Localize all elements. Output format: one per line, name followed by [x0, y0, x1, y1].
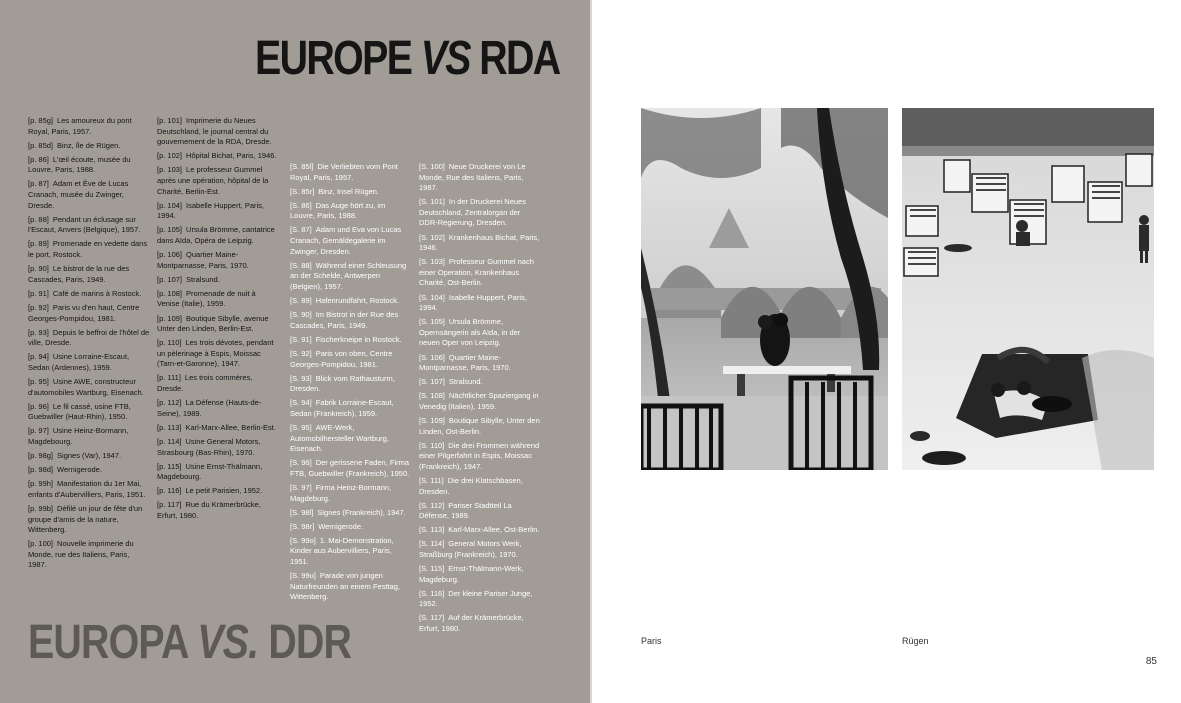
- caption-entry-french: [28, 479, 150, 500]
- caption-entry-german: [290, 458, 412, 479]
- caption-page-ref: [S. 106]: [419, 352, 445, 362]
- caption-entry-french: [157, 398, 279, 419]
- title-french-rda: RDA: [479, 32, 560, 85]
- caption-entry-french: [157, 314, 279, 335]
- title-german-europa: EUROPA: [28, 616, 188, 669]
- caption-entry-french: [28, 504, 150, 536]
- caption-text: In der Druckerei Neues Deutschland, Zentralorgan der DDR-Regierung, Dresden.: [419, 197, 526, 228]
- caption-text: Rue du Krämerbrücke, Erfurt, 1980.: [157, 500, 261, 520]
- caption-page-ref: [S. 101]: [419, 197, 445, 207]
- caption-page-ref: [p. 97]: [28, 426, 49, 436]
- title-french: [255, 30, 560, 88]
- caption-page-ref: [S. 105]: [419, 317, 445, 327]
- caption-entry-french: [28, 352, 150, 373]
- caption-entry-french: [28, 179, 150, 211]
- caption-page-ref: [p. 92]: [28, 302, 49, 312]
- caption-page-ref: [p. 98g]: [28, 451, 54, 461]
- caption-text: Usine General Motors, Strasbourg (Bas-Rhin), 1970.: [157, 436, 261, 457]
- caption-text: Les trois commères, Dresde.: [157, 373, 253, 394]
- caption-page-ref: [p. 106]: [157, 250, 183, 260]
- title-german-vs: VS.: [197, 616, 259, 669]
- caption-page-ref: [p. 85g]: [28, 116, 54, 125]
- caption-page-ref: [p. 101]: [157, 116, 183, 125]
- caption-page-ref: [S. 109]: [419, 415, 445, 425]
- caption-entry-french: [157, 373, 279, 394]
- captions-french-column-2: [157, 116, 279, 525]
- caption-page-ref: [p. 91]: [28, 288, 49, 298]
- caption-entry-french: [157, 225, 279, 246]
- caption-page-ref: [S. 108]: [419, 391, 445, 401]
- caption-text: Fischerkneipe in Rostock.: [315, 334, 402, 344]
- caption-page-ref: [S. 85r]: [290, 186, 315, 196]
- caption-page-ref: [p. 117]: [157, 500, 182, 510]
- caption-text: AWE-Werk, Automobilhersteller Wartburg, Eisenach.: [290, 422, 389, 454]
- caption-text: Wernigerode.: [57, 465, 102, 475]
- caption-text: La Défense (Hauts-de-Seine), 1989.: [157, 398, 262, 418]
- caption-entry-german: [419, 353, 541, 374]
- caption-text: Nouvelle imprimerie du Monde, rue des Italiens, Paris, 1987.: [28, 539, 134, 570]
- caption-page-ref: [S. 92]: [290, 348, 312, 358]
- caption-entry-german: [290, 349, 412, 370]
- caption-text: Les trois dévotes, pendant un pèlerinage à Espis, Moissac (Tarn-et-Garonne), 1947.: [157, 338, 274, 369]
- caption-entry-german: [290, 522, 412, 533]
- caption-entry-german: [290, 310, 412, 331]
- caption-text: Le professeur Gummel après une opération, hôpital de la Charité, Berlin-Est.: [157, 165, 269, 196]
- caption-text: Quartier Maine-Montparnasse, Paris, 1970.: [157, 250, 249, 270]
- caption-page-ref: [S. 99u]: [290, 571, 316, 581]
- caption-text: Während einer Schleusung an der Schelde, Antwerpen (Belgien), 1957.: [290, 260, 407, 291]
- caption-page-ref: [S. 100]: [419, 162, 445, 171]
- caption-text: Karl-Marx-Allee, Berlin-Est.: [185, 422, 276, 432]
- caption-entry-french: [28, 402, 150, 423]
- caption-entry-french: [28, 215, 150, 236]
- caption-page-ref: [p. 85d]: [28, 140, 54, 150]
- caption-page-ref: [S. 91]: [290, 334, 312, 344]
- caption-entry-french: [157, 201, 279, 222]
- caption-text: L'œil écoute, musée du Louvre, Paris, 1988.: [28, 154, 131, 175]
- caption-page-ref: [p. 104]: [157, 200, 183, 210]
- title-french-europe: EUROPE: [255, 32, 412, 85]
- caption-entry-french: [28, 141, 150, 152]
- caption-entry-french: [157, 151, 279, 162]
- caption-entry-french: [157, 275, 279, 286]
- caption-text: Usine AWE, constructeur d'automobiles Wartburg, Eisenach.: [28, 376, 144, 397]
- caption-text: Der gerissene Faden, Firma FTB, Guebwiller (Frankreich), 1950.: [290, 458, 410, 478]
- caption-text: Nächtlicher Spaziergang in Venedig (Italien), 1959.: [419, 391, 539, 411]
- caption-text: Paris von oben, Centre Georges-Pompidou, 1981.: [290, 348, 393, 369]
- title-french-vs: VS: [420, 32, 470, 85]
- caption-entry-french: [157, 437, 279, 458]
- right-page: [592, 0, 1181, 703]
- caption-entry-german: [290, 374, 412, 395]
- caption-page-ref: [S. 116]: [419, 588, 445, 598]
- caption-page-ref: [S. 88]: [290, 260, 312, 270]
- caption-page-ref: [S. 111]: [419, 475, 444, 485]
- caption-text: Manifestation du 1er Mai, enfants d'Aubervilliers, Paris, 1951.: [28, 479, 146, 499]
- caption-entry-german: [419, 162, 541, 194]
- caption-text: Depuis le beffroi de l'hôtel de ville, Dresde.: [28, 327, 150, 348]
- caption-entry-german: [419, 257, 541, 289]
- caption-entry-german: [290, 261, 412, 293]
- caption-page-ref: [p. 103]: [157, 165, 183, 175]
- caption-text: Die drei Klatschbasen, Dresden.: [419, 475, 523, 496]
- caption-page-ref: [S. 98l]: [290, 507, 314, 517]
- caption-text: Wernigerode.: [318, 521, 364, 531]
- caption-text: Firma Heinz-Bormann, Magdeburg.: [290, 482, 392, 503]
- caption-entry-german: [290, 296, 412, 307]
- caption-page-ref: [p. 96]: [28, 401, 49, 411]
- caption-entry-german: [290, 423, 412, 455]
- caption-text: Binz, Insel Rügen.: [318, 186, 380, 196]
- photo-icon: [641, 108, 888, 470]
- caption-page-ref: [S. 96]: [290, 458, 312, 468]
- caption-text: Fabrik Lorraine-Escaut, Sedan (Frankreich), 1959.: [290, 398, 394, 418]
- caption-page-ref: [S. 85l]: [290, 162, 314, 171]
- caption-text: Ursula Brömme, cantatrice dans Aïda, Opéra de Leipzig.: [157, 225, 275, 245]
- caption-page-ref: [p. 109]: [157, 313, 183, 323]
- caption-page-ref: [p. 99h]: [28, 479, 54, 489]
- caption-entry-french: [28, 303, 150, 324]
- caption-entry-french: [28, 539, 150, 571]
- caption-entry-german: [419, 613, 541, 634]
- title-german-ddr: DDR: [268, 616, 352, 669]
- caption-text: Imprimerie du Neues Deutschland, le journal central du gouvernement de la RDA, Dresde.: [157, 116, 272, 147]
- caption-text: Der kleine Pariser Junge, 1952.: [419, 588, 533, 609]
- caption-entry-german: [419, 564, 541, 585]
- caption-entry-french: [28, 264, 150, 285]
- caption-text: Promenade en vedette dans le port, Rostock.: [28, 239, 148, 260]
- caption-page-ref: [p. 115]: [157, 461, 182, 471]
- caption-text: Das Auge hört zu, im Louvre, Paris, 1988.: [290, 200, 386, 221]
- caption-text: Binz, île de Rügen.: [57, 140, 121, 150]
- caption-entry-french: [157, 116, 279, 148]
- caption-text: Usine Heinz-Bormann, Magdebourg.: [28, 426, 129, 446]
- caption-text: Die drei Frommen während einer Pilgerfahrt in Espis, Moissac (Frankreich), 1947.: [419, 440, 540, 471]
- caption-page-ref: [p. 112]: [157, 398, 182, 408]
- caption-page-ref: [p. 95]: [28, 376, 49, 386]
- caption-page-ref: [S. 89]: [290, 296, 312, 306]
- caption-entry-french: [157, 250, 279, 271]
- caption-text: Défilé un jour de fête d'un groupe d'amis de la nature, Wittenberg.: [28, 503, 143, 535]
- caption-text: Blick vom Rathausturm, Dresden.: [290, 373, 395, 394]
- caption-text: Neue Druckerei von Le Monde, Rue des Italiens, Paris, 1987.: [419, 162, 526, 193]
- caption-entry-german: [419, 233, 541, 254]
- caption-entry-french: [28, 377, 150, 398]
- caption-entry-french: [28, 328, 150, 349]
- caption-page-ref: [S. 104]: [419, 292, 445, 302]
- caption-text: Hôpital Bichat, Paris, 1946.: [186, 151, 277, 161]
- caption-page-ref: [S. 112]: [419, 500, 445, 510]
- caption-page-ref: [p. 100]: [28, 539, 54, 549]
- caption-text: Ernst-Thälmann-Werk, Magdeburg.: [419, 564, 524, 584]
- caption-page-ref: [S. 94]: [290, 398, 312, 408]
- caption-page-ref: [S. 117]: [419, 613, 445, 623]
- caption-entry-german: [419, 501, 541, 522]
- caption-text: Boutique Sibylle, avenue Unter den Linden, Berlin-Est.: [157, 313, 269, 334]
- captions-german-column-1: [290, 162, 412, 606]
- caption-entry-german: [290, 187, 412, 198]
- page-number: 85: [1145, 656, 1157, 667]
- caption-text: Paris vu d'en haut, Centre Georges-Pompidou, 1981.: [28, 302, 140, 323]
- caption-entry-german: [290, 398, 412, 419]
- caption-page-ref: [p. 94]: [28, 352, 49, 362]
- caption-entry-german: [419, 589, 541, 610]
- caption-entry-german: [419, 377, 541, 388]
- caption-page-ref: [p. 116]: [157, 486, 182, 496]
- caption-page-ref: [p. 86]: [28, 154, 49, 164]
- captions-german-column-2: [419, 162, 541, 638]
- caption-page-ref: [S. 97]: [290, 482, 312, 492]
- caption-entry-german: [290, 483, 412, 504]
- caption-page-ref: [p. 99b]: [28, 503, 54, 513]
- caption-text: Parade von jungen Naturfreunden an einem Festtag, Wittenberg.: [290, 571, 401, 602]
- caption-entry-german: [290, 225, 412, 257]
- caption-text: Boutique Sibylle, Unter den Linden, Ost-Berlin.: [419, 415, 540, 436]
- caption-page-ref: [S. 102]: [419, 232, 445, 242]
- caption-text: General Motors Werk, Straßburg (Frankreich), 1970.: [419, 539, 522, 559]
- caption-text: Isabelle Huppert, Paris, 1994.: [419, 292, 527, 313]
- caption-text: Signes (Var), 1947.: [57, 451, 122, 461]
- caption-text: Stralsund.: [186, 274, 220, 284]
- caption-page-ref: [p. 102]: [157, 151, 183, 161]
- caption-entry-german: [290, 162, 412, 183]
- caption-text: Hafenrundfahrt, Rostock.: [315, 296, 400, 306]
- caption-page-ref: [S. 114]: [419, 539, 445, 549]
- caption-text: Im Bistrot in der Rue des Cascades, Paris, 1949.: [290, 310, 399, 330]
- caption-entry-german: [419, 441, 541, 473]
- caption-page-ref: [p. 114]: [157, 436, 182, 446]
- caption-page-ref: [S. 86]: [290, 200, 312, 210]
- title-german: [28, 614, 351, 672]
- caption-entry-german: [419, 539, 541, 560]
- caption-entry-german: [290, 536, 412, 568]
- caption-page-ref: [S. 90]: [290, 310, 312, 320]
- caption-entry-german: [290, 571, 412, 603]
- caption-page-ref: [p. 87]: [28, 179, 49, 189]
- caption-page-ref: [p. 98d]: [28, 465, 54, 475]
- caption-page-ref: [S. 93]: [290, 373, 312, 383]
- caption-text: Pariser Stadtteil La Défense, 1989.: [419, 500, 512, 521]
- caption-entry-german: [419, 416, 541, 437]
- captions-french-column-1: [28, 116, 150, 574]
- caption-text: Auf der Krämerbrücke, Erfurt, 1980.: [419, 613, 524, 634]
- ruegen-photo: [902, 108, 1154, 470]
- caption-entry-french: [157, 338, 279, 370]
- caption-text: Le fil cassé, usine FTB, Guebwiller (Haut-Rhin), 1950.: [28, 401, 131, 422]
- caption-text: Karl-Marx-Allee, Ost-Berlin.: [448, 525, 540, 535]
- caption-page-ref: [S. 113]: [419, 525, 445, 535]
- caption-entry-german: [419, 317, 541, 349]
- caption-page-ref: [S. 99o]: [290, 535, 316, 545]
- caption-page-ref: [p. 88]: [28, 214, 49, 224]
- caption-text: Usine Lorraine-Escaut, Sedan (Ardennes), 1959.: [28, 352, 130, 372]
- photo-icon: [902, 108, 1154, 470]
- caption-entry-french: [157, 462, 279, 483]
- caption-page-ref: [p. 90]: [28, 264, 49, 274]
- caption-page-ref: [p. 105]: [157, 225, 183, 235]
- caption-entry-french: [28, 451, 150, 462]
- caption-text: Café de marins à Rostock.: [52, 288, 142, 298]
- caption-text: Promenade de nuit à Venise (Italie), 1959.: [157, 288, 256, 309]
- caption-text: Signes (Frankreich), 1947.: [317, 507, 406, 517]
- caption-entry-french: [28, 116, 150, 137]
- caption-text: Professeur Gummel nach einer Operation, Krankenhaus Charité, Ost-Berlin.: [419, 257, 534, 288]
- caption-text: Quartier Maine-Montparnasse, Paris, 1970.: [419, 352, 511, 373]
- left-page: [0, 0, 590, 703]
- caption-text: Adam et Ève de Lucas Cranach, musée du Zwinger, Dresde.: [28, 179, 129, 210]
- caption-text: Les amoureux du pont Royal, Paris, 1957.: [28, 116, 132, 136]
- caption-text: Le petit Parisien, 1952.: [185, 486, 263, 496]
- caption-entry-german: [419, 197, 541, 229]
- caption-page-ref: [S. 87]: [290, 225, 312, 235]
- caption-entry-german: [419, 391, 541, 412]
- caption-entry-french: [28, 289, 150, 300]
- caption-entry-german: [419, 476, 541, 497]
- caption-page-ref: [S. 95]: [290, 422, 312, 432]
- caption-text: Le bistrot de la rue des Cascades, Paris, 1949.: [28, 264, 130, 284]
- caption-entry-french: [157, 289, 279, 310]
- caption-entry-french: [157, 486, 279, 497]
- caption-entry-german: [290, 201, 412, 222]
- caption-entry-french: [28, 155, 150, 176]
- caption-text: Pendant un éclusage sur l'Escaut, Anvers (Belgique), 1957.: [28, 214, 141, 235]
- caption-page-ref: [S. 110]: [419, 440, 445, 450]
- caption-text: Adam und Eva von Lucas Cranach, Gemäldegalerie im Zwinger, Dresden.: [290, 225, 402, 256]
- caption-page-ref: [p. 89]: [28, 239, 49, 249]
- caption-entry-german: [419, 293, 541, 314]
- caption-paris: Paris: [641, 636, 662, 646]
- caption-entry-french: [157, 423, 279, 434]
- caption-page-ref: [p. 108]: [157, 288, 183, 298]
- caption-page-ref: [S. 103]: [419, 257, 445, 267]
- caption-entry-german: [290, 335, 412, 346]
- caption-entry-french: [28, 426, 150, 447]
- caption-page-ref: [p. 110]: [157, 338, 182, 348]
- caption-entry-french: [157, 165, 279, 197]
- caption-text: Krankenhaus Bichat, Paris, 1946.: [419, 232, 540, 253]
- caption-page-ref: [p. 93]: [28, 327, 49, 337]
- caption-entry-german: [419, 525, 541, 536]
- caption-text: Isabelle Huppert, Paris, 1994.: [157, 200, 264, 221]
- caption-entry-french: [28, 465, 150, 476]
- caption-text: Ursula Brömme, Opernsängerin als Aïda, in der neuen Oper von Leipzig.: [419, 317, 521, 348]
- caption-text: Usine Ernst-Thälmann, Magdebourg.: [157, 461, 263, 482]
- caption-text: 1. Mai-Demonstration, Kinder aus Aubervilliers, Paris, 1951.: [290, 535, 394, 566]
- paris-photo: [641, 108, 888, 470]
- caption-ruegen: Rügen: [902, 636, 929, 646]
- caption-page-ref: [p. 113]: [157, 422, 182, 432]
- caption-entry-german: [290, 508, 412, 519]
- caption-entry-french: [157, 500, 279, 521]
- caption-page-ref: [p. 107]: [157, 274, 183, 284]
- caption-page-ref: [S. 98r]: [290, 521, 315, 531]
- caption-text: Die Verliebten vom Pont Royal, Paris, 1957.: [290, 162, 398, 182]
- caption-text: Stralsund.: [448, 377, 483, 387]
- caption-page-ref: [p. 111]: [157, 373, 181, 383]
- caption-page-ref: [S. 115]: [419, 564, 445, 574]
- caption-entry-french: [28, 239, 150, 260]
- caption-page-ref: [S. 107]: [419, 377, 445, 387]
